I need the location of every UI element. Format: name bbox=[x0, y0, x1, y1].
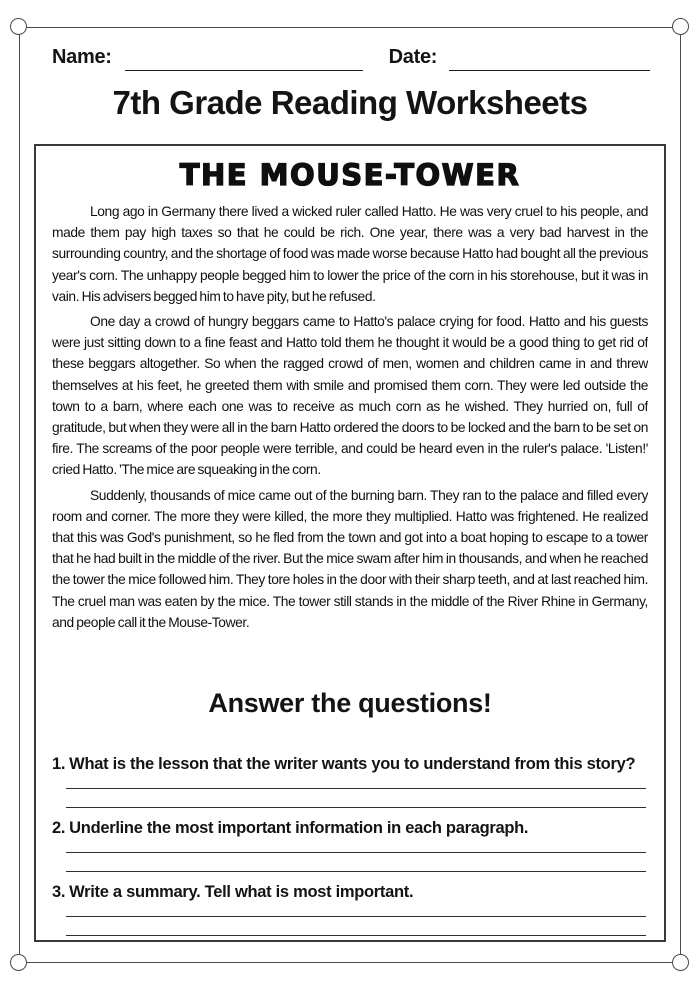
date-label: Date: bbox=[388, 46, 438, 68]
story-paragraph-1: Long ago in Germany there lived a wicked ruler called Hatto. He was very cruel to his people, and made them pay high taxes so that he could be rich. One year, there was a very bad harvest in the surrounding country, and the shortage of food was made worse because Hatto had bought all the previous year's corn. The unhappy people begged him to lower the price of the corn in his storehouse, but it was in vain. His advisers begged him to have pity, but he refused. bbox=[52, 204, 648, 304]
story-paragraph-3: Suddenly, thousands of mice came out of the burning barn. They ran to the palace and filled every room and corner. The more they were killed, the more they multiplied. Hatto was frightened. He realized that this was God's punishment, so he fled from the town and got into a boat hoping to escape to a tower that he had built in the middle of the river. But the mice swam after him in thousands, and when he reached the tower the mice followed him. They tore holes in the door with their sharp teeth, and at last reached him. The cruel man was eaten by the mice. The tower still stands in the middle of the River Rhine in Germany, and people call it the Mouse-Tower. bbox=[52, 487, 648, 630]
header-row bbox=[52, 46, 650, 71]
question-2-text: Underline the most important information in each paragraph. bbox=[69, 819, 529, 837]
date-blank-line bbox=[449, 48, 650, 71]
name-blank-line bbox=[125, 48, 363, 71]
corner-hole-icon bbox=[10, 18, 27, 35]
question-1-number: 1. bbox=[52, 755, 66, 773]
question-1 bbox=[52, 755, 648, 808]
question-3-number: 3. bbox=[52, 883, 66, 901]
questions-area bbox=[52, 684, 648, 936]
question-3-text: Write a summary. Tell what is most important. bbox=[69, 883, 414, 901]
story-area bbox=[52, 154, 648, 682]
questions-heading: Answer the questions! bbox=[208, 688, 492, 718]
answer-line bbox=[66, 916, 646, 917]
story-paragraph-2: One day a crowd of hungry beggars came to Hatto's palace crying for food. Hatto and his guests were just sitting down to a fine feast and Hatto told them he thought it would be a good thing to get rid of these beggars altogether. So when the ragged crowd of men, women and children came in and threw themselves at his feet, he greeted them with smile and promised them corn. They were led outside the town to a barn, where each one was to receive as much corn as he wished. They hurried on, full of gratitude, but when they were all in the barn Hatto ordered the doors to be locked and the barn to be set on fire. The screams of the poor people were terrible, and could be heard even in the ruler's palace. 'Listen!' cried Hatto. 'The mice are squeaking in the corn. bbox=[52, 314, 648, 478]
answer-line bbox=[66, 935, 646, 936]
story-box bbox=[34, 144, 666, 942]
corner-hole-icon bbox=[10, 954, 27, 971]
question-3 bbox=[52, 883, 648, 936]
question-2 bbox=[52, 819, 648, 872]
corner-hole-icon bbox=[672, 954, 689, 971]
story-title: THE MOUSE-TOWER bbox=[179, 158, 521, 192]
question-2-number: 2. bbox=[52, 819, 66, 837]
page-title: 7th Grade Reading Worksheets bbox=[112, 84, 588, 121]
answer-line bbox=[66, 807, 646, 808]
name-label: Name: bbox=[52, 46, 112, 68]
question-1-text: What is the lesson that the writer wants you to understand from this story? bbox=[69, 755, 636, 773]
corner-hole-icon bbox=[672, 18, 689, 35]
answer-line bbox=[66, 788, 646, 789]
answer-line bbox=[66, 852, 646, 853]
answer-line bbox=[66, 871, 646, 872]
